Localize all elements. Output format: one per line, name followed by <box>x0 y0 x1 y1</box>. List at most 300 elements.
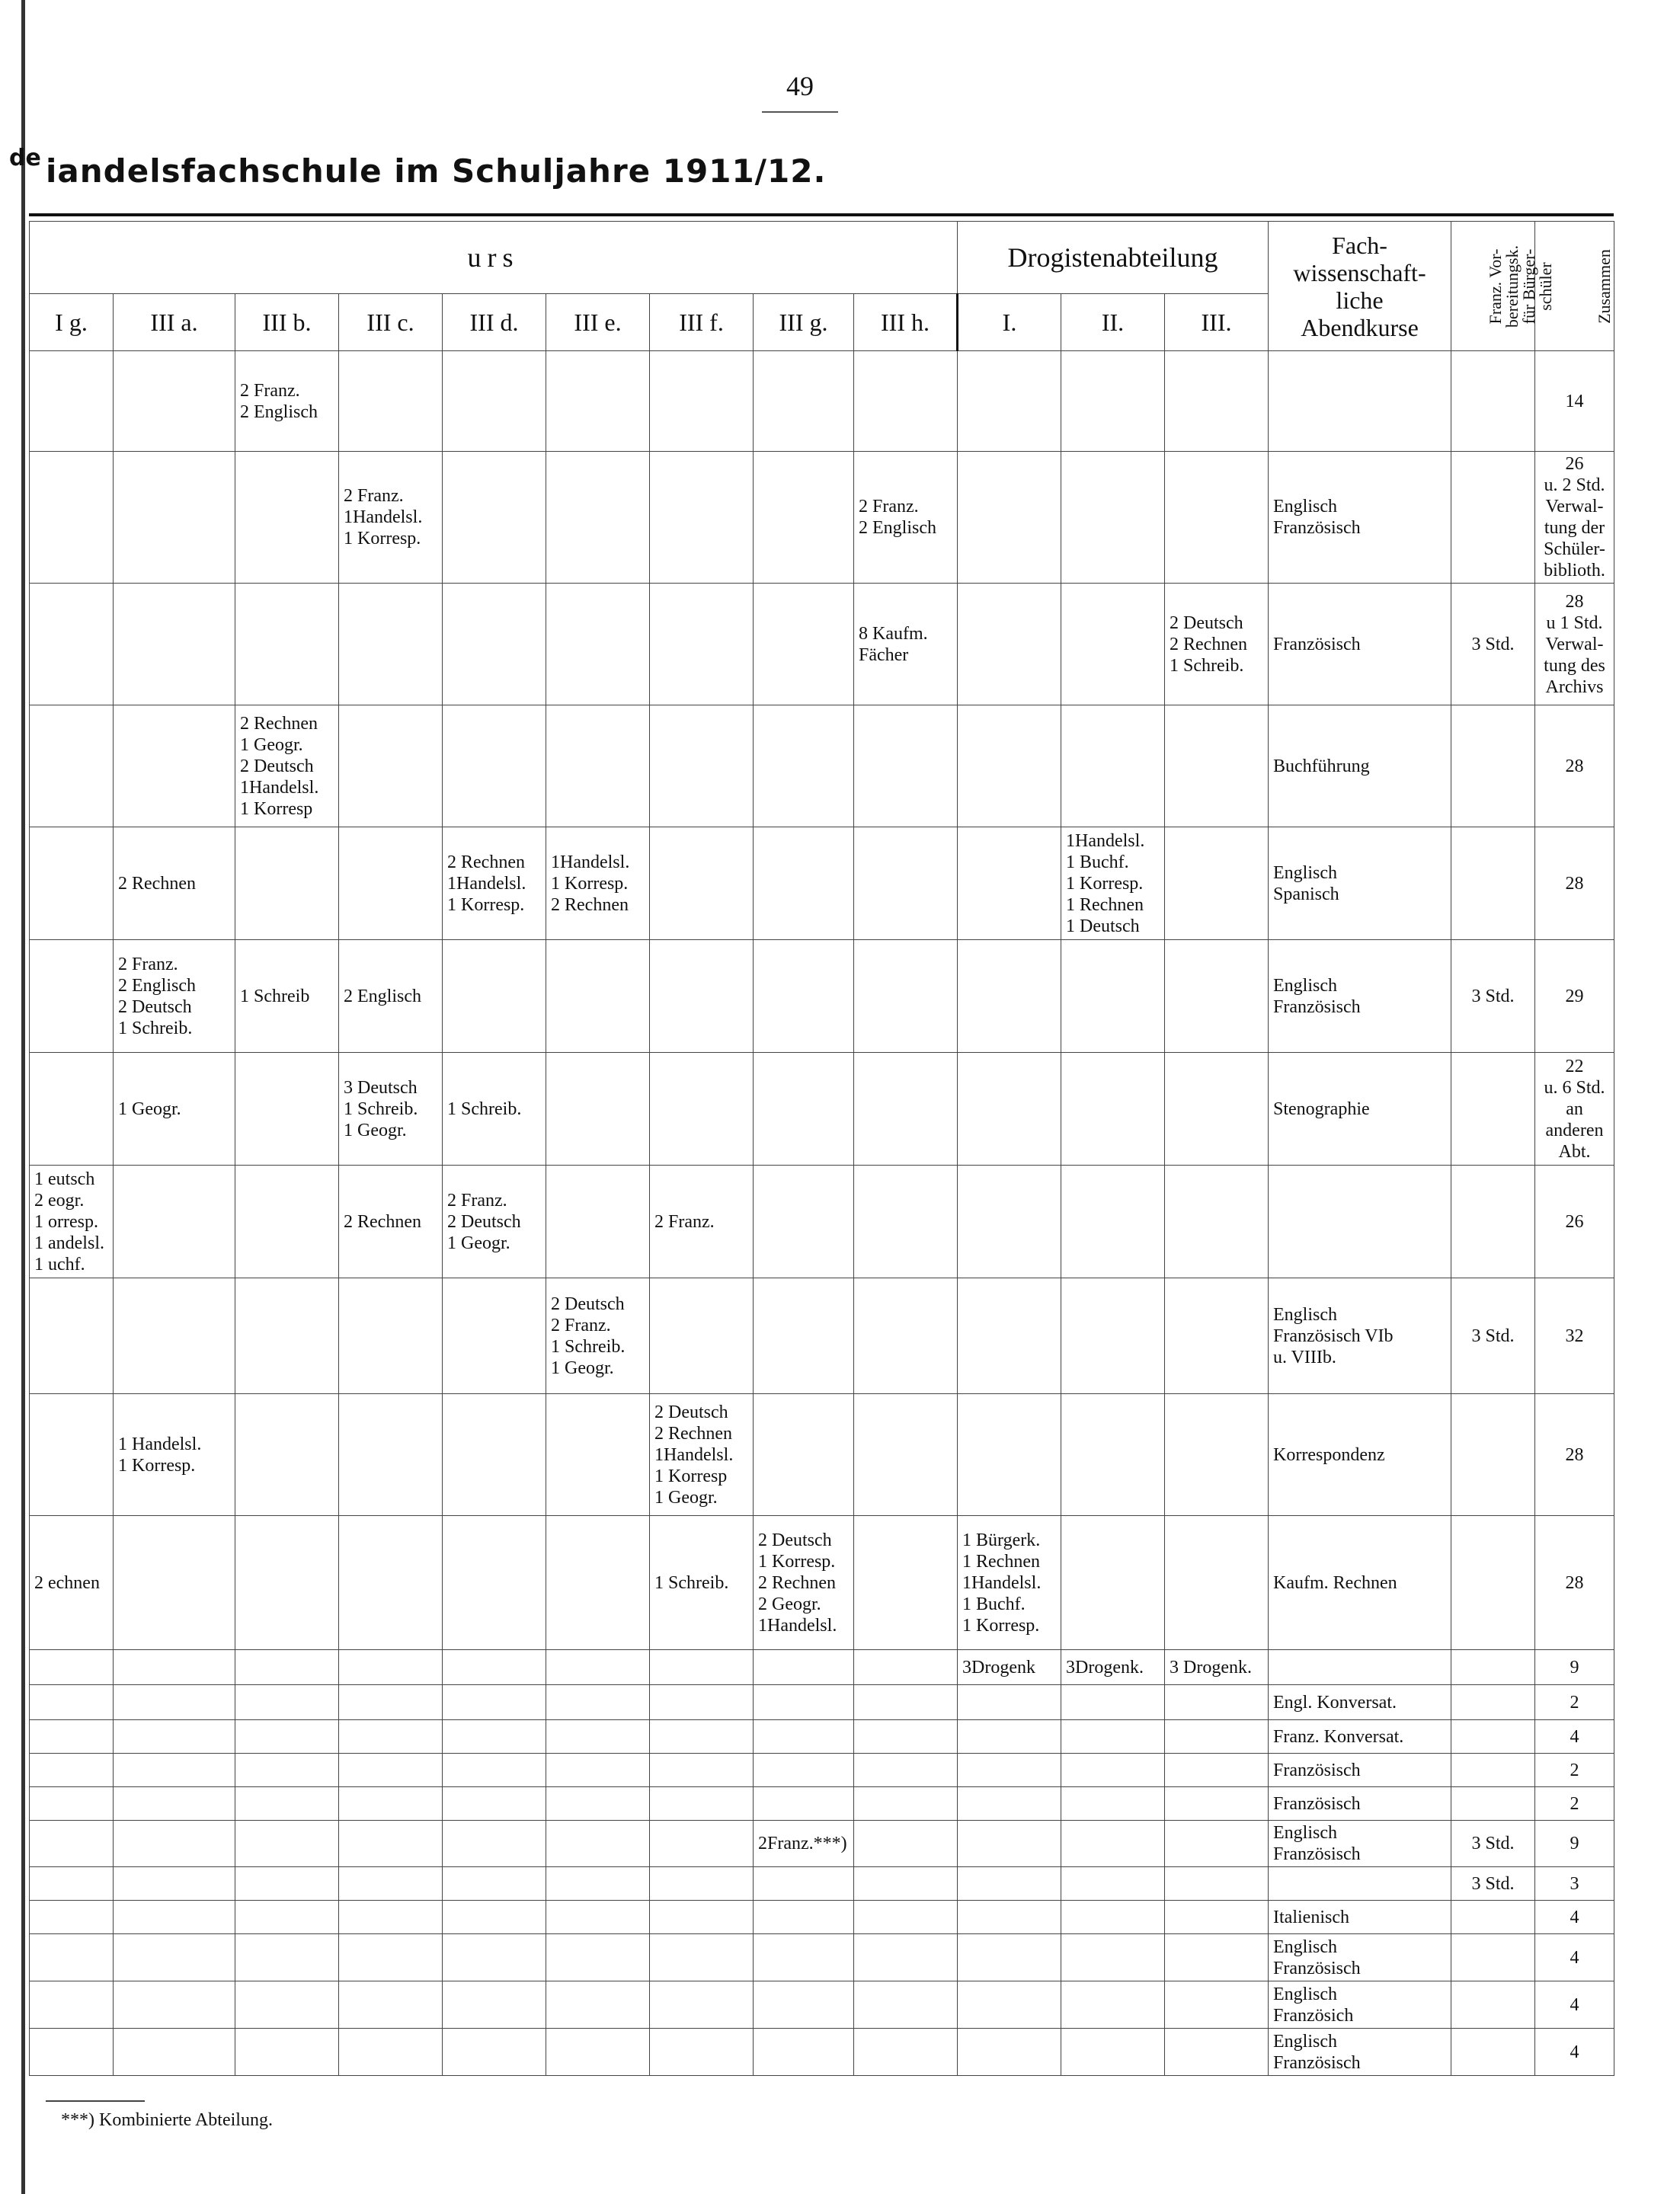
lesson-cell <box>1165 1934 1269 1981</box>
lesson-cell <box>235 1867 339 1901</box>
lesson-cell <box>339 827 443 940</box>
lesson-cell <box>650 1787 754 1821</box>
lesson-cell <box>235 1394 339 1516</box>
zusammen-cell: 2 <box>1535 1787 1614 1821</box>
lesson-cell <box>958 1278 1061 1394</box>
lesson-cell <box>339 1720 443 1754</box>
header-fach-abendkurse: Fach- wissenschaft- liche Abendkurse <box>1269 222 1451 351</box>
lesson-cell <box>854 1821 958 1867</box>
vorbereitung-cell <box>1451 1685 1535 1720</box>
zusammen-cell: 9 <box>1535 1650 1614 1685</box>
lesson-cell <box>443 1934 546 1981</box>
lesson-cell <box>1061 2029 1165 2076</box>
vorbereitung-cell <box>1451 1394 1535 1516</box>
column-header: II. <box>1061 294 1165 351</box>
vorbereitung-cell: 3 Std. <box>1451 940 1535 1053</box>
lesson-cell <box>339 1754 443 1787</box>
vorbereitung-cell <box>1451 1650 1535 1685</box>
lesson-cell <box>114 351 235 452</box>
lesson-cell <box>1165 827 1269 940</box>
lesson-cell <box>650 2029 754 2076</box>
table-row <box>30 1981 1614 2029</box>
lesson-cell <box>339 1278 443 1394</box>
lesson-cell <box>339 705 443 827</box>
lesson-cell <box>1165 1053 1269 1166</box>
lesson-cell <box>114 1650 235 1685</box>
lesson-cell <box>339 1787 443 1821</box>
lesson-cell <box>235 1787 339 1821</box>
lesson-cell <box>1061 1981 1165 2029</box>
lesson-cell <box>754 1166 854 1278</box>
lesson-cell <box>443 584 546 705</box>
lesson-cell <box>754 1053 854 1166</box>
lesson-cell <box>114 1821 235 1867</box>
lesson-cell <box>1061 940 1165 1053</box>
lesson-cell: 2 Franz. 1Handelsl. 1 Korresp. <box>339 452 443 584</box>
lesson-cell <box>754 452 854 584</box>
column-header: III e. <box>546 294 650 351</box>
zusammen-cell: 4 <box>1535 2029 1614 2076</box>
lesson-cell <box>1061 1394 1165 1516</box>
lesson-cell <box>854 940 958 1053</box>
lesson-cell <box>443 351 546 452</box>
vorbereitung-cell <box>1451 452 1535 584</box>
zusammen-cell: 4 <box>1535 1981 1614 2029</box>
zusammen-cell: 28 <box>1535 827 1614 940</box>
zusammen-cell: 28 <box>1535 1516 1614 1650</box>
lesson-cell <box>958 1053 1061 1166</box>
lesson-cell <box>30 1821 114 1867</box>
lesson-cell <box>235 1981 339 2029</box>
lesson-cell <box>339 1821 443 1867</box>
lesson-cell <box>443 1394 546 1516</box>
table-row <box>30 1053 1614 1166</box>
lesson-cell <box>854 1685 958 1720</box>
lesson-cell <box>443 452 546 584</box>
abendkurs-cell <box>1269 1650 1451 1685</box>
abendkurs-cell: Stenographie <box>1269 1053 1451 1166</box>
lesson-cell <box>235 1934 339 1981</box>
lesson-cell <box>339 351 443 452</box>
zusammen-cell: 14 <box>1535 351 1614 452</box>
lesson-cell <box>546 584 650 705</box>
lesson-cell <box>1165 940 1269 1053</box>
column-header: III a. <box>114 294 235 351</box>
page-number: 49 <box>786 71 814 101</box>
abendkurs-cell: Französisch <box>1269 1787 1451 1821</box>
lesson-cell <box>958 1901 1061 1934</box>
lesson-cell <box>650 705 754 827</box>
schedule-body <box>30 351 1614 2076</box>
vorbereitung-cell <box>1451 1934 1535 1981</box>
lesson-cell <box>546 1821 650 1867</box>
lesson-cell <box>235 1720 339 1754</box>
binding-line <box>21 0 25 2194</box>
lesson-cell <box>754 1787 854 1821</box>
lesson-cell <box>854 1166 958 1278</box>
vorbereitung-cell: 3 Std. <box>1451 1278 1535 1394</box>
lesson-cell <box>339 584 443 705</box>
lesson-cell <box>1165 1685 1269 1720</box>
abendkurs-cell: Französisch <box>1269 1754 1451 1787</box>
table-row <box>30 705 1614 827</box>
footnote: ***) Kombinierte Abteilung. <box>61 2110 273 2130</box>
table-row <box>30 1934 1614 1981</box>
table-row <box>30 1650 1614 1685</box>
column-header: III c. <box>339 294 443 351</box>
table-row <box>30 827 1614 940</box>
lesson-cell <box>1165 1166 1269 1278</box>
lesson-cell <box>114 1981 235 2029</box>
vorbereitung-cell <box>1451 705 1535 827</box>
abendkurs-cell: Englisch Französisch <box>1269 2029 1451 2076</box>
lesson-cell <box>114 1934 235 1981</box>
lesson-cell <box>854 1720 958 1754</box>
lesson-cell <box>650 827 754 940</box>
lesson-cell: 1Handelsl. 1 Buchf. 1 Korresp. 1 Rechnen 1 Deutsch <box>1061 827 1165 940</box>
lesson-cell <box>1165 1787 1269 1821</box>
lesson-cell <box>546 1981 650 2029</box>
lesson-cell <box>339 1685 443 1720</box>
abendkurs-cell: Englisch Französisch <box>1269 1934 1451 1981</box>
lesson-cell <box>1061 1934 1165 1981</box>
lesson-cell <box>546 1787 650 1821</box>
lesson-cell <box>1061 584 1165 705</box>
lesson-cell <box>443 1516 546 1650</box>
lesson-cell <box>1061 1053 1165 1166</box>
table-row <box>30 1821 1614 1867</box>
column-header: III g. <box>754 294 854 351</box>
table-row <box>30 584 1614 705</box>
table-row <box>30 1720 1614 1754</box>
zusammen-cell: 28 <box>1535 1394 1614 1516</box>
lesson-cell <box>1165 1821 1269 1867</box>
lesson-cell <box>958 1166 1061 1278</box>
lesson-cell <box>443 1821 546 1867</box>
lesson-cell: 1 Schreib. <box>443 1053 546 1166</box>
page-title: iandelsfachschule im Schuljahre 1911/12. <box>46 152 827 190</box>
lesson-cell <box>235 2029 339 2076</box>
column-header: III d. <box>443 294 546 351</box>
lesson-cell <box>650 1278 754 1394</box>
lesson-cell <box>30 1685 114 1720</box>
lesson-cell <box>546 351 650 452</box>
lesson-cell <box>443 1787 546 1821</box>
lesson-cell <box>339 1650 443 1685</box>
lesson-cell <box>754 1934 854 1981</box>
lesson-cell: 1 Handelsl. 1 Korresp. <box>114 1394 235 1516</box>
lesson-cell <box>30 584 114 705</box>
lesson-cell <box>114 1901 235 1934</box>
column-header: III f. <box>650 294 754 351</box>
lesson-cell <box>854 1901 958 1934</box>
lesson-cell <box>1165 1278 1269 1394</box>
title-rule <box>29 213 1614 216</box>
lesson-cell <box>546 1053 650 1166</box>
lesson-cell <box>546 1754 650 1787</box>
lesson-cell <box>754 1867 854 1901</box>
lesson-cell <box>339 1934 443 1981</box>
lesson-cell <box>1165 1867 1269 1901</box>
lesson-cell <box>854 1981 958 2029</box>
lesson-cell <box>1061 1720 1165 1754</box>
lesson-cell <box>114 1787 235 1821</box>
vorbereitung-cell: 3 Std. <box>1451 584 1535 705</box>
lesson-cell <box>339 1516 443 1650</box>
lesson-cell: 2 Englisch <box>339 940 443 1053</box>
lesson-cell <box>30 1787 114 1821</box>
zusammen-cell: 28 u 1 Std. Verwal- tung des Archivs <box>1535 584 1614 705</box>
column-header: III h. <box>854 294 958 351</box>
lesson-cell <box>443 1685 546 1720</box>
lesson-cell <box>546 1650 650 1685</box>
lesson-cell <box>30 2029 114 2076</box>
lesson-cell <box>235 1821 339 1867</box>
lesson-cell <box>546 2029 650 2076</box>
table-row <box>30 1901 1614 1934</box>
lesson-cell: 3 Drogenk. <box>1165 1650 1269 1685</box>
lesson-cell <box>235 452 339 584</box>
lesson-cell: 2 Rechnen 1Handelsl. 1 Korresp. <box>443 827 546 940</box>
lesson-cell <box>854 1516 958 1650</box>
lesson-cell <box>235 1650 339 1685</box>
table-row <box>30 1516 1614 1650</box>
lesson-cell <box>854 1787 958 1821</box>
lesson-cell: 2 Franz. 2 Englisch <box>235 351 339 452</box>
lesson-cell <box>546 1516 650 1650</box>
lesson-cell <box>958 1981 1061 2029</box>
lesson-cell <box>650 1720 754 1754</box>
zusammen-cell: 28 <box>1535 705 1614 827</box>
lesson-cell <box>30 1053 114 1166</box>
schedule-table-wrap <box>29 221 1614 2076</box>
footnote-rule <box>46 2100 145 2102</box>
lesson-cell <box>443 1754 546 1787</box>
lesson-cell <box>650 1821 754 1867</box>
table-row <box>30 452 1614 584</box>
vorbereitung-cell <box>1451 2029 1535 2076</box>
lesson-cell <box>1061 452 1165 584</box>
lesson-cell <box>1061 1516 1165 1650</box>
lesson-cell <box>1061 351 1165 452</box>
lesson-cell <box>235 1053 339 1166</box>
table-row <box>30 351 1614 452</box>
abendkurs-cell: Englisch Französich <box>1269 1981 1451 2029</box>
zusammen-cell: 26 <box>1535 1166 1614 1278</box>
abendkurs-cell <box>1269 351 1451 452</box>
lesson-cell <box>754 584 854 705</box>
zusammen-cell: 2 <box>1535 1754 1614 1787</box>
lesson-cell <box>114 584 235 705</box>
lesson-cell <box>30 827 114 940</box>
page-number-rule <box>762 111 838 113</box>
lesson-cell: 1 Geogr. <box>114 1053 235 1166</box>
lesson-cell: 2 Rechnen <box>339 1166 443 1278</box>
lesson-cell <box>339 1901 443 1934</box>
lesson-cell <box>443 1867 546 1901</box>
lesson-cell <box>30 1934 114 1981</box>
lesson-cell <box>30 1650 114 1685</box>
lesson-cell <box>854 2029 958 2076</box>
lesson-cell <box>754 1394 854 1516</box>
lesson-cell <box>1061 1166 1165 1278</box>
lesson-cell <box>1165 2029 1269 2076</box>
lesson-cell <box>546 1166 650 1278</box>
lesson-cell <box>443 940 546 1053</box>
zusammen-cell: 9 <box>1535 1821 1614 1867</box>
lesson-cell <box>1165 1981 1269 2029</box>
lesson-cell <box>30 1720 114 1754</box>
zusammen-cell: 32 <box>1535 1278 1614 1394</box>
lesson-cell <box>958 827 1061 940</box>
lesson-cell <box>443 1901 546 1934</box>
lesson-cell: 2 echnen <box>30 1516 114 1650</box>
table-row <box>30 940 1614 1053</box>
lesson-cell <box>854 1867 958 1901</box>
schedule-table <box>29 221 1614 2076</box>
lesson-cell <box>754 827 854 940</box>
lesson-cell: 3Drogenk <box>958 1650 1061 1685</box>
zusammen-cell: 3 <box>1535 1867 1614 1901</box>
lesson-cell <box>1061 1867 1165 1901</box>
lesson-cell <box>235 1166 339 1278</box>
lesson-cell: 2 Deutsch 2 Franz. 1 Schreib. 1 Geogr. <box>546 1278 650 1394</box>
lesson-cell <box>854 1754 958 1787</box>
lesson-cell <box>114 1278 235 1394</box>
lesson-cell <box>546 1720 650 1754</box>
column-header: III. <box>1165 294 1269 351</box>
zusammen-cell: 4 <box>1535 1720 1614 1754</box>
lesson-cell <box>1165 1901 1269 1934</box>
vorbereitung-cell <box>1451 827 1535 940</box>
lesson-cell <box>650 1867 754 1901</box>
lesson-cell <box>958 1720 1061 1754</box>
table-row <box>30 2029 1614 2076</box>
lesson-cell <box>854 1934 958 1981</box>
lesson-cell <box>546 1394 650 1516</box>
abendkurs-cell: Franz. Konversat. <box>1269 1720 1451 1754</box>
lesson-cell: 1 eutsch 2 eogr. 1 orresp. 1 andelsl. 1 uchf. <box>30 1166 114 1278</box>
lesson-cell <box>1061 1821 1165 1867</box>
lesson-cell <box>754 1650 854 1685</box>
lesson-cell <box>958 1867 1061 1901</box>
lesson-cell <box>235 1278 339 1394</box>
lesson-cell <box>30 1394 114 1516</box>
lesson-cell <box>650 1053 754 1166</box>
vorbereitung-cell <box>1451 1981 1535 2029</box>
lesson-cell: 2 Franz. 2 Englisch <box>854 452 958 584</box>
zusammen-cell: 4 <box>1535 1901 1614 1934</box>
table-row <box>30 1685 1614 1720</box>
lesson-cell <box>1061 705 1165 827</box>
lesson-cell <box>30 1981 114 2029</box>
abendkurs-cell: Buchführung <box>1269 705 1451 827</box>
table-row <box>30 1787 1614 1821</box>
table-row <box>30 1867 1614 1901</box>
lesson-cell <box>650 1901 754 1934</box>
lesson-cell <box>546 1901 650 1934</box>
column-header: I g. <box>30 294 114 351</box>
vorbereitung-cell <box>1451 1053 1535 1166</box>
lesson-cell: 1 Bürgerk. 1 Rechnen 1Handelsl. 1 Buchf. 1 Korresp. <box>958 1516 1061 1650</box>
lesson-cell <box>235 1754 339 1787</box>
lesson-cell: 1 Schreib. <box>650 1516 754 1650</box>
lesson-cell <box>30 940 114 1053</box>
vorbereitung-cell <box>1451 1516 1535 1650</box>
vorbereitung-cell: 3 Std. <box>1451 1821 1535 1867</box>
table-row <box>30 1278 1614 1394</box>
lesson-cell: 1Handelsl. 1 Korresp. 2 Rechnen <box>546 827 650 940</box>
vorbereitung-cell <box>1451 1166 1535 1278</box>
table-row <box>30 1166 1614 1278</box>
zusammen-cell: 22 u. 6 Std. an anderen Abt. <box>1535 1053 1614 1166</box>
lesson-cell <box>30 1867 114 1901</box>
lesson-cell <box>650 351 754 452</box>
lesson-cell <box>443 1278 546 1394</box>
lesson-cell <box>114 1867 235 1901</box>
lesson-cell <box>1061 1787 1165 1821</box>
lesson-cell <box>754 2029 854 2076</box>
lesson-cell <box>650 1685 754 1720</box>
table-row <box>30 1394 1614 1516</box>
lesson-cell <box>958 940 1061 1053</box>
lesson-cell <box>235 827 339 940</box>
lesson-cell <box>854 1053 958 1166</box>
lesson-cell <box>1061 1754 1165 1787</box>
lesson-cell <box>30 1901 114 1934</box>
lesson-cell <box>235 1516 339 1650</box>
lesson-cell <box>958 1754 1061 1787</box>
lesson-cell <box>958 1394 1061 1516</box>
lesson-cell: 2 Deutsch 2 Rechnen 1 Schreib. <box>1165 584 1269 705</box>
lesson-cell: 2 Franz. 2 Englisch 2 Deutsch 1 Schreib. <box>114 940 235 1053</box>
lesson-cell <box>650 1934 754 1981</box>
left-cut-mark: de <box>9 145 41 171</box>
lesson-cell <box>546 1867 650 1901</box>
lesson-cell <box>958 1685 1061 1720</box>
header-group-kurs: urs <box>30 222 958 294</box>
lesson-cell: 2 Deutsch 1 Korresp. 2 Rechnen 2 Geogr. 1Handelsl. <box>754 1516 854 1650</box>
lesson-cell <box>650 940 754 1053</box>
lesson-cell <box>30 351 114 452</box>
vorbereitung-cell <box>1451 1720 1535 1754</box>
lesson-cell <box>546 1934 650 1981</box>
lesson-cell <box>754 1981 854 2029</box>
lesson-cell <box>546 452 650 584</box>
vorbereitung-cell <box>1451 1901 1535 1934</box>
lesson-cell <box>754 1720 854 1754</box>
lesson-cell <box>958 351 1061 452</box>
abendkurs-cell <box>1269 1867 1451 1901</box>
lesson-cell <box>650 584 754 705</box>
abendkurs-cell: Engl. Konversat. <box>1269 1685 1451 1720</box>
abendkurs-cell: Englisch Französisch <box>1269 452 1451 584</box>
abendkurs-cell: Englisch Französisch VIb u. VIIIb. <box>1269 1278 1451 1394</box>
lesson-cell: 2 Rechnen <box>114 827 235 940</box>
lesson-cell <box>754 705 854 827</box>
lesson-cell <box>235 1901 339 1934</box>
abendkurs-cell: Italienisch <box>1269 1901 1451 1934</box>
lesson-cell <box>1061 1901 1165 1934</box>
lesson-cell <box>754 940 854 1053</box>
lesson-cell <box>650 1754 754 1787</box>
lesson-cell: 8 Kaufm. Fächer <box>854 584 958 705</box>
lesson-cell <box>1165 1720 1269 1754</box>
abendkurs-cell: Französisch <box>1269 584 1451 705</box>
lesson-cell <box>30 1754 114 1787</box>
lesson-cell <box>30 705 114 827</box>
vorbereitung-cell: 3 Std. <box>1451 1867 1535 1901</box>
